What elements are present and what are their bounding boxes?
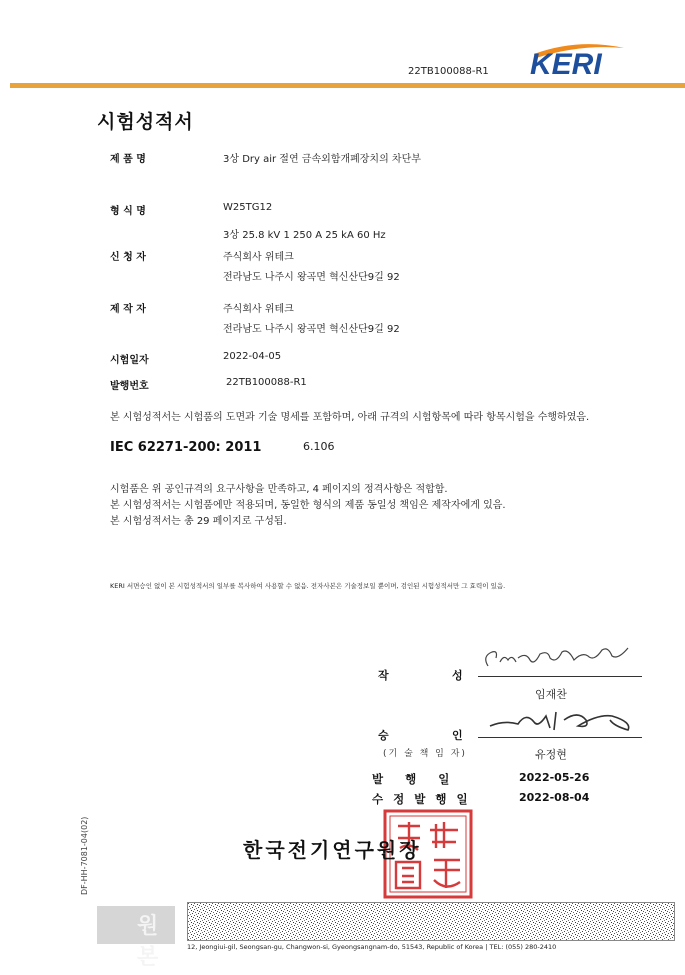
note-compliance: 시험품은 위 공인규격의 요구사항을 만족하고, 4 페이지의 정격사항은 적합함.	[110, 484, 448, 495]
applicant-label: 신 청 자	[110, 252, 146, 263]
model-value: W25TG12	[223, 202, 273, 213]
author-label-2: 성	[452, 669, 463, 682]
manufacturer-label: 제 작 자	[110, 304, 146, 315]
intro-statement: 본 시험성적서는 시험품의 도면과 기술 명세를 포함하며, 아래 규격의 시험항목에 따라 항목시험을 수행하였음.	[110, 412, 590, 423]
model-label: 형 식 명	[110, 206, 146, 217]
manufacturer-address: 전라남도 나주시 왕곡면 혁신산단9길 92	[223, 324, 400, 335]
author-label-1: 작	[378, 669, 389, 682]
report-number: 22TB100088-R1	[408, 66, 489, 77]
original-mark-text: 원본	[137, 914, 159, 970]
security-pattern-band	[187, 902, 675, 941]
applicant-name: 주식회사 위테크	[223, 252, 294, 263]
form-code: DF-HH-7081-04(02)	[80, 816, 89, 895]
product-value: 3상 Dry air 절연 금속외함개폐장치의 차단부	[223, 154, 421, 165]
disclaimer: KERI 서면승인 없이 본 시험성적서의 일부를 복사하여 사용할 수 없음. 전자사본은 기술정보일 뿐이며, 검인된 시험성적서만 그 효력이 있음.	[110, 582, 506, 590]
issued-label: 발 행 일	[372, 772, 459, 786]
organization-name: 한국전기연구원장	[243, 838, 422, 862]
approver-label-2: 인	[452, 729, 463, 742]
header-rule	[10, 83, 685, 88]
applicant-address: 전라남도 나주시 왕곡면 혁신산단9길 92	[223, 272, 400, 283]
issue-no-value: 22TB100088-R1	[226, 377, 307, 388]
standard-clause: 6.106	[303, 440, 335, 453]
product-label: 제 품 명	[110, 154, 146, 165]
note-page-count: 본 시험성적서는 총 29 페이지로 구성됨.	[110, 516, 287, 527]
issue-no-label: 발행번호	[110, 381, 149, 392]
approver-label-1: 승	[378, 729, 389, 742]
logo-text: KERI	[530, 48, 602, 78]
issued-date: 2022-05-26	[519, 771, 590, 784]
author-signature-image	[478, 640, 638, 674]
approver-role: (기 술 책 임 자)	[383, 749, 467, 759]
author-name: 임재찬	[535, 688, 567, 701]
document-title: 시험성적서	[97, 111, 194, 133]
test-date-label: 시험일자	[110, 355, 149, 366]
keri-logo	[528, 40, 628, 78]
author-signature-line	[478, 676, 642, 677]
model-rating: 3상 25.8 kV 1 250 A 25 kA 60 Hz	[223, 230, 386, 241]
note-applicability: 본 시험성적서는 시험품에만 적용되며, 동일한 형식의 제품 동일성 책임은 제작자에게 있음.	[110, 500, 506, 511]
approver-name: 유정현	[535, 748, 567, 761]
revised-date: 2022-08-04	[519, 791, 590, 804]
revised-label: 수 정 발 행 일	[372, 792, 471, 806]
manufacturer-name: 주식회사 위테크	[223, 304, 294, 315]
footer-address: 12, Jeongiui-gil, Seongsan-gu, Changwon-si, Gyeongsangnam-do, 51543, Republic of Korea | TEL: (055) 280-2410	[187, 943, 557, 951]
approver-signature-image	[482, 702, 642, 738]
standard-name: IEC 62271-200: 2011	[110, 440, 262, 455]
approver-signature-line	[478, 737, 642, 738]
test-date-value: 2022-04-05	[223, 351, 282, 362]
original-mark	[97, 906, 175, 970]
